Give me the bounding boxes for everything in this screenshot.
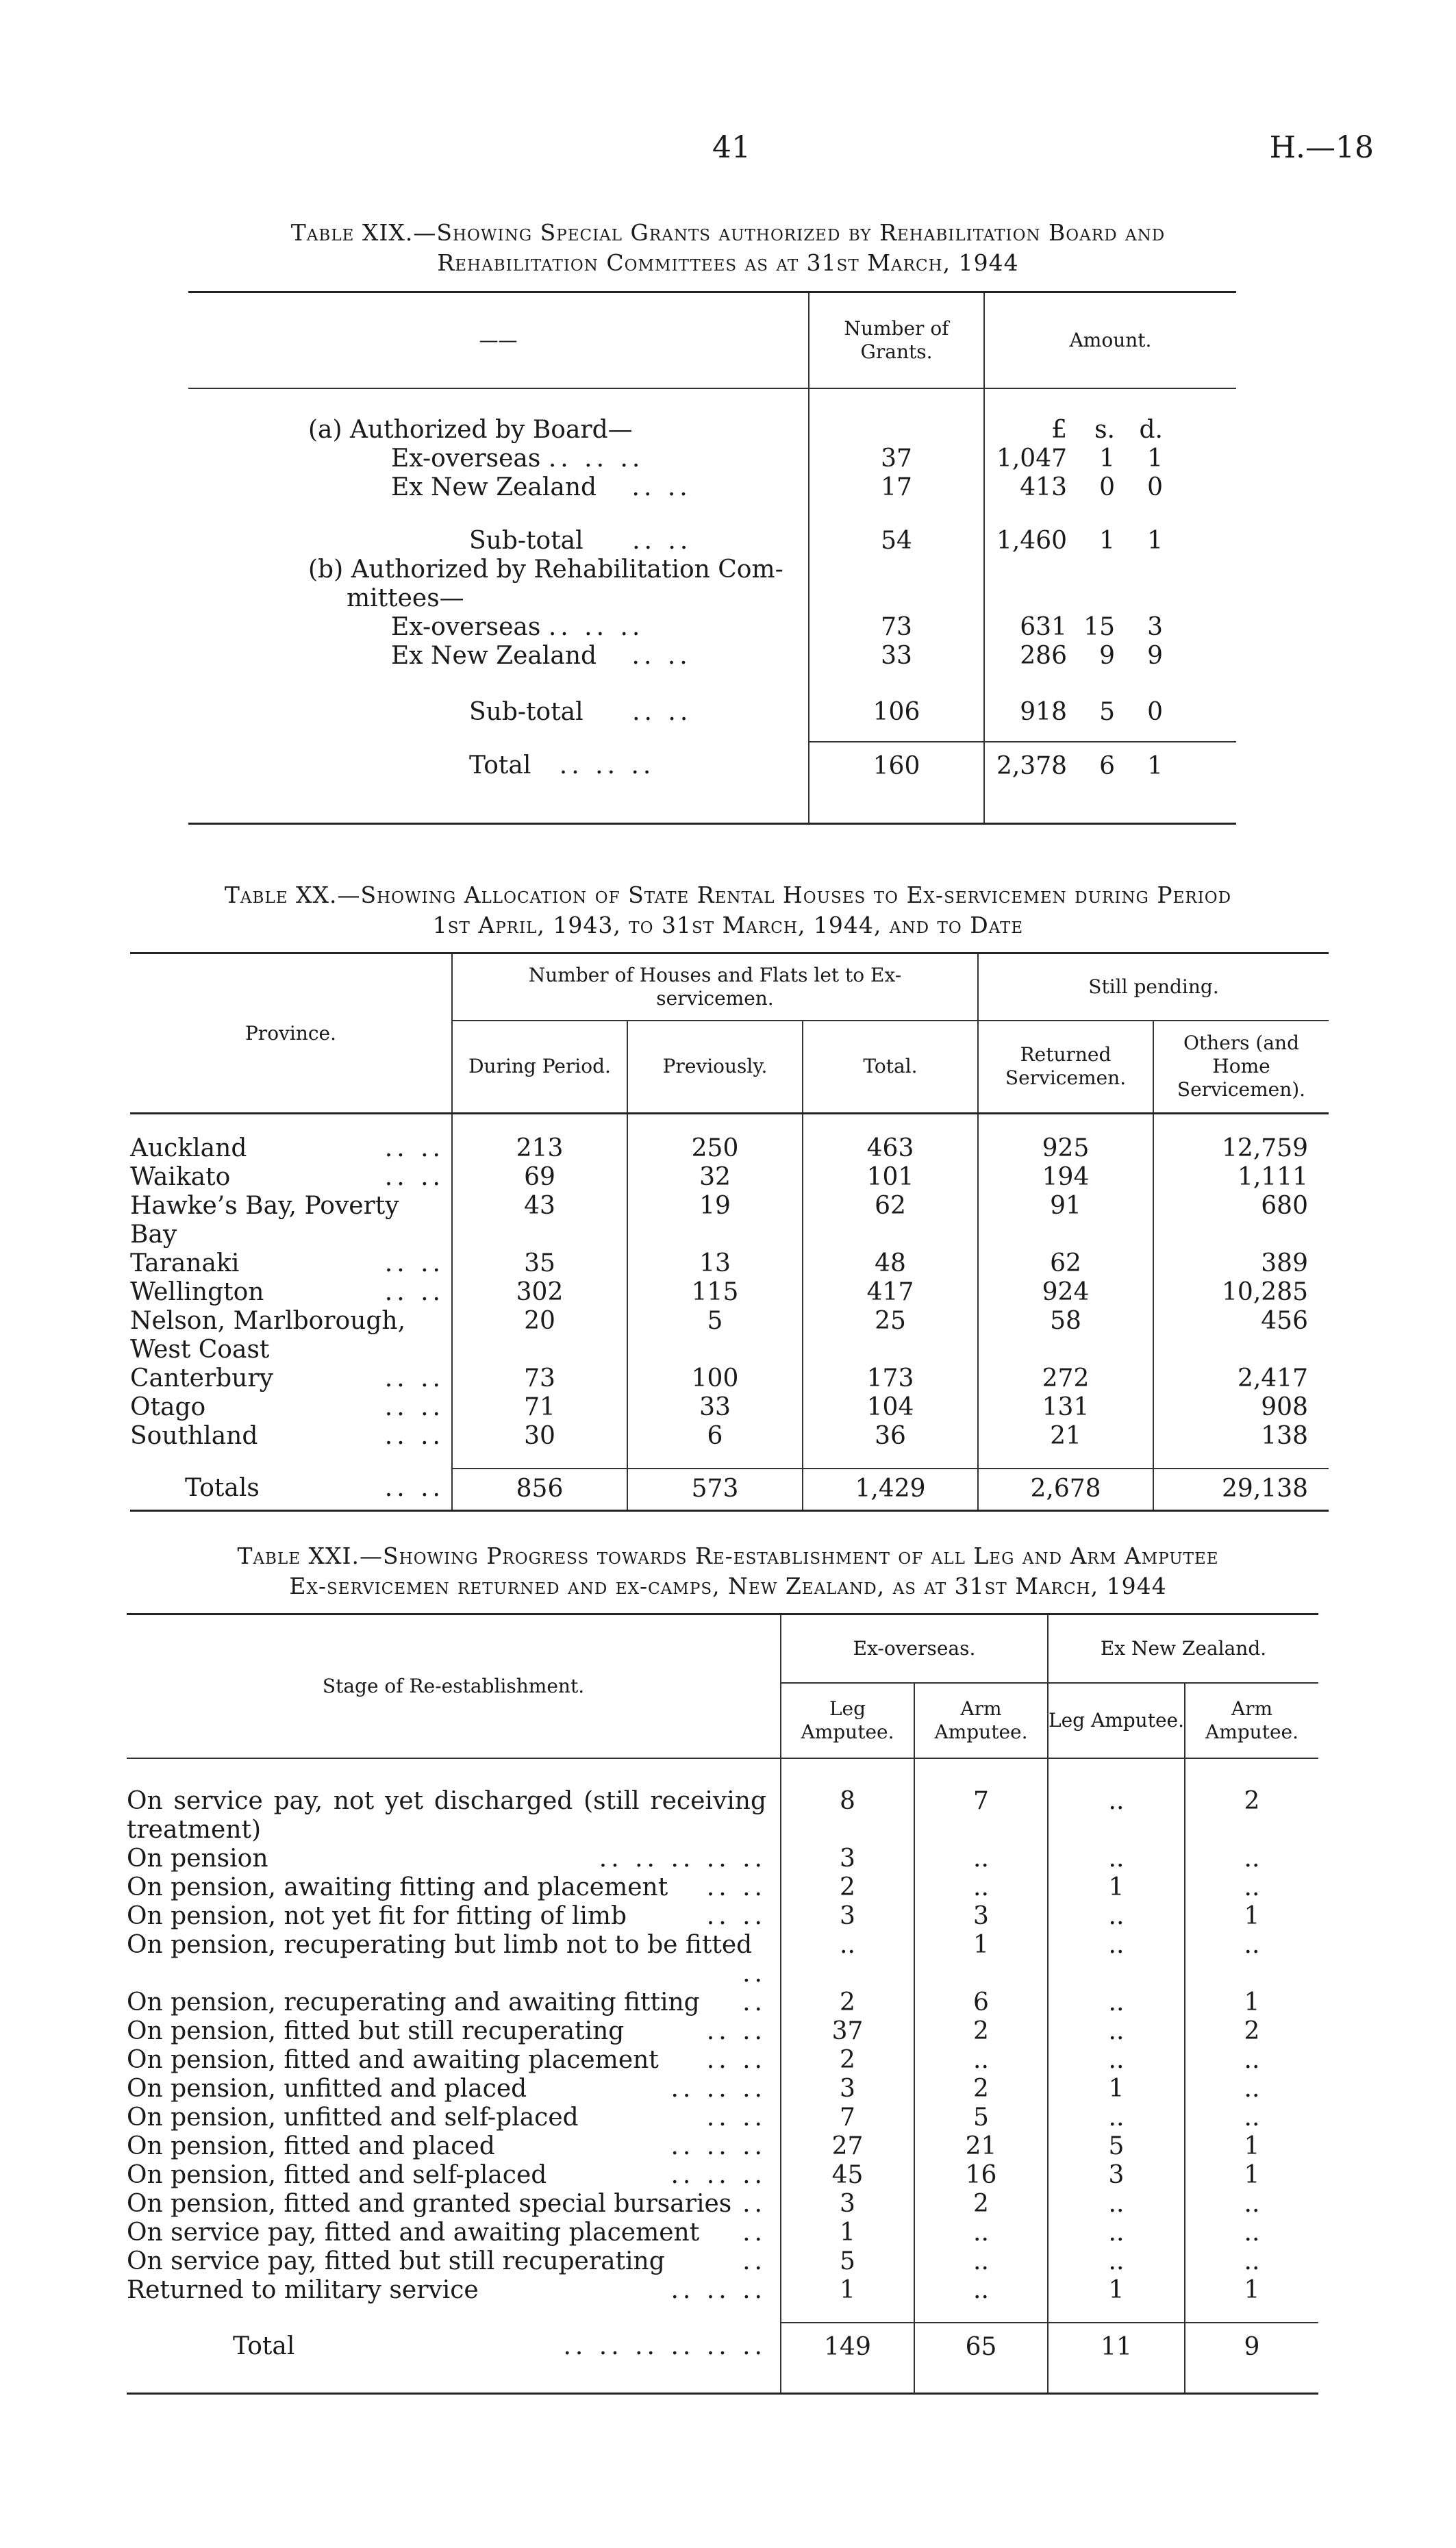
table19-caption-line1: Table XIX.—Showing Special Grants authorized by Rehabilitation Board and <box>290 219 1166 246</box>
table20-caption-line2: 1st April, 1943, to 31st March, 1944, and to Date <box>432 912 1024 938</box>
table21-caption-line2: Ex-servicemen returned and ex-camps, New Zealand, as at 31st March, 1944 <box>289 1573 1167 1599</box>
table20-header-previously: Previously. <box>627 1021 803 1114</box>
table21-row: On service pay, fitted and awaiting placement .. 1 .. .. .. <box>127 2219 1318 2247</box>
table20-row: Canterbury .. .. 73 100 173 272 2,417 <box>130 1364 1329 1393</box>
table21-row: On service pay, not yet discharged (still receiving treatment) 8 7 .. 2 <box>127 1787 1318 1845</box>
table20-row: Otago .. .. 71 33 104 131 908 <box>130 1393 1329 1422</box>
table20-header-houses: Number of Houses and Flats let to Ex-servicemen. <box>452 953 978 1021</box>
table19-section-b: (b) Authorized by Rehabilitation Com- <box>308 555 783 584</box>
table19-section-a: (a) Authorized by Board— <box>308 415 633 444</box>
table21-row: On pension, fitted and granted special bursaries .. 3 2 .. .. <box>127 2190 1318 2219</box>
table20-header-pending: Still pending. <box>978 953 1329 1021</box>
table21 <box>127 1613 1318 2395</box>
table21-row: On pension, recuperating but limb not to be fitted .. .. 1 .. .. <box>127 1931 1318 1988</box>
table21-header-stage: Stage of Re-establishment. <box>127 1614 781 1758</box>
table21-row: On pension, fitted but still recuperating .. .. 37 2 .. 2 <box>127 2017 1318 2046</box>
table21-row: On pension, fitted and awaiting placement .. .. 2 .. .. .. <box>127 2046 1318 2075</box>
table19-row: Ex-overseas .. .. .. 37 1,047 1 1 <box>188 445 1236 473</box>
table19-caption-line2: Rehabilitation Committees as at 31st March, 1944 <box>437 249 1019 276</box>
table20-row: Southland .. .. 30 6 36 21 138 <box>130 1422 1329 1469</box>
table20-header-during: During Period. <box>452 1021 627 1114</box>
table21-header-ex-overseas: Ex-overseas. <box>781 1614 1048 1683</box>
table20-row: Taranaki .. .. 35 13 48 62 389 <box>130 1249 1329 1278</box>
table20-header-total: Total. <box>803 1021 978 1114</box>
table20-caption-line1: Table XX.—Showing Allocation of State Rental Houses to Ex-servicemen during Period <box>224 882 1232 908</box>
table21-row: On pension, fitted and placed .. .. .. 27 21 5 1 <box>127 2132 1318 2161</box>
table19-total: Total .. .. .. 160 2,378 6 1 <box>188 742 1236 824</box>
page-number: 41 <box>712 130 751 165</box>
document-reference: H.—18 <box>1269 130 1374 165</box>
table19-section-b-cont: mittees— <box>347 584 464 612</box>
table21-row: On pension, recuperating and awaiting fitting .. 2 6 .. 1 <box>127 1988 1318 2017</box>
table21-row: On pension, fitted and self-placed .. .. .. 45 16 3 1 <box>127 2161 1318 2190</box>
table21-header-nz-arm: Arm Amputee. <box>1185 1683 1318 1758</box>
table19-row: Ex New Zealand .. .. 33 286 9 9 <box>188 642 1236 671</box>
table21-row: On service pay, fitted but still recuperating .. 5 .. .. .. <box>127 2247 1318 2276</box>
table21-row: On pension, not yet fit for fitting of limb .. .. 3 3 .. 1 <box>127 1902 1318 1931</box>
table21-row: On pension, unfitted and placed .. .. .. 3 2 1 .. <box>127 2075 1318 2103</box>
table20-row: Wellington .. .. 302 115 417 924 10,285 <box>130 1278 1329 1307</box>
table20-caption <box>68 880 1388 940</box>
table19-row: Ex New Zealand .. .. 17 413 0 0 <box>188 473 1236 502</box>
table19-currency-units: £ s. d. <box>984 401 1236 445</box>
table20-header-returned: Returned Servicemen. <box>978 1021 1153 1114</box>
table20-row: Hawke’s Bay, Poverty Bay 43 19 62 91 680 <box>130 1192 1329 1249</box>
table20 <box>130 952 1329 1512</box>
table19-header-grants: Number of Grants. <box>809 292 984 388</box>
table21-row: Returned to military service .. .. .. 1 .. 1 1 <box>127 2276 1318 2323</box>
table19-subtotal-a: Sub-total .. .. 54 1,460 1 1 <box>188 502 1236 555</box>
table20-row: Waikato .. .. 69 32 101 194 1,111 <box>130 1163 1329 1192</box>
table21-caption <box>68 1541 1388 1601</box>
table19-row: Ex-overseas .. .. .. 73 631 15 3 <box>188 613 1236 642</box>
table21-total: Total .. .. .. .. .. .. 149 65 11 9 <box>127 2323 1318 2394</box>
table20-totals: Totals .. .. 856 573 1,429 2,678 29,138 <box>130 1469 1329 1511</box>
table20-header-others: Others (and Home Servicemen). <box>1153 1021 1329 1114</box>
table21-caption-line1: Table XXI.—Showing Progress towards Re-establishment of all Leg and Arm Amputee <box>237 1542 1219 1569</box>
table21-row: On pension .. .. .. .. .. 3 .. .. .. <box>127 1845 1318 1873</box>
table21-header-ex-nz: Ex New Zealand. <box>1048 1614 1318 1683</box>
table21-header-nz-leg: Leg Amputee. <box>1048 1683 1185 1758</box>
table20-row: Nelson, Marlborough, West Coast 20 5 25 58 456 <box>130 1307 1329 1364</box>
table19 <box>188 291 1236 825</box>
table19-header-label: —— <box>188 292 809 388</box>
table20-row: Auckland .. .. 213 250 463 925 12,759 <box>130 1134 1329 1163</box>
table19-caption <box>68 218 1388 278</box>
table19-subtotal-b: Sub-total .. .. 106 918 5 0 <box>188 671 1236 742</box>
table21-row: On pension, awaiting fitting and placement .. .. 2 .. 1 .. <box>127 1873 1318 1902</box>
table20-header-province: Province. <box>130 953 452 1114</box>
table21-header-ov-arm: Arm Amputee. <box>914 1683 1048 1758</box>
table21-row: On pension, unfitted and self-placed .. .. 7 5 .. .. <box>127 2103 1318 2132</box>
table21-header-ov-leg: Leg Amputee. <box>781 1683 914 1758</box>
table19-header-amount: Amount. <box>984 292 1236 388</box>
